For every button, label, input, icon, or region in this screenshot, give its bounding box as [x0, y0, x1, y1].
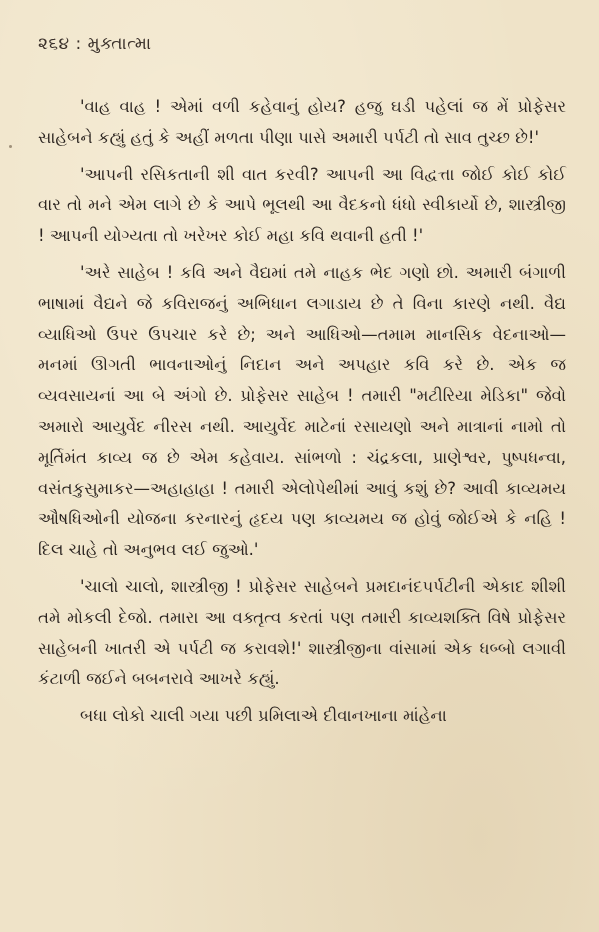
paragraph: 'અરે સાહેબ ! કવિ અને વૈદ્યમાં તમે નાહક ભેદ ગણો છો. અમારી બંગાળી ભાષામાં વૈદ્યને જે કવિરાજનું અભિધાન લગાડાય છે તે વિના કારણે નથી. વૈદ્ય વ્યાધિઓ ઉપર ઉપચાર કરે છે; અને આધિઓ—તમામ માનસિક વેદનાઓ—મનમાં ઊગતી ભાવનાઓનું નિદાન અને અપહાર કવિ કરે છે. એક જ વ્યવસાયનાં આ બે અંગો છે. પ્રોફેસર સાહેબ ! તમારી "મટીરિયા મેડિકા" જેવો અમારો આયુર્વેદ નીરસ નથી. આયુર્વેદ માટેનાં રસાયણો અને માત્રાનાં નામો તો મૂર્તિમંત કાવ્ય જ છે એમ કહેવાય. સાંભળો : ચંદ્રકલા, પ્રાણેશ્વર, પુષ્પધન્વા, વસંતકુસુમાકર—અહાહાહા ! તમારી એલોપેથીમાં આવું કશું છે? આવી કાવ્યમય ઔષધિઓની યોજના કરનારનું હૃદય પણ કાવ્યમય જ હોવું જોઈએ કે નહિ ! દિલ ચાહે તો અનુભવ લઈ જુઓ.'	[38, 262, 566, 560]
head-underline-ornament	[38, 60, 188, 66]
paragraph: 'આપની રસિકતાની શી વાત કરવી? આપની આ વિદ્વત્તા જોઈ કોઈ કોઈ વાર તો મને એમ લાગે છે કે આપે ભૂલથી આ વૈદકનો ધંધો સ્વીકાર્યો છે, શાસ્ત્રીજી ! આપની યોગ્યતા તો ખરેખર કોઈ મહા કવિ થવાની હતી !'	[38, 164, 566, 246]
body-text	[38, 92, 566, 738]
paragraph: બધા લોકો ચાલી ગયા પછી પ્રમિલાએ દીવાનખાના માંહેના	[80, 706, 447, 726]
paragraph: 'ચાલો ચાલો, શાસ્ત્રીજી ! પ્રોફેસર સાહેબને પ્રમદાનંદપર્પટીની એકાદ શીશી તમે મોકલી દેજો. તમારા આ વક્તૃત્વ કરતાં પણ તમારી કાવ્યશક્તિ વિષે પ્રોફેસર સાહેબની ખાતરી એ પર્પટી જ કરાવશે!' શાસ્ત્રીજીના વાંસામાં એક ધબ્બો લગાવી કંટાળી જઈને બબનરાવે આખરે કહ્યું.	[38, 576, 566, 689]
running-head: ૨૬૪ : મુક્તાત્મા	[38, 34, 152, 54]
page-speck	[9, 145, 12, 148]
paragraph: 'વાહ વાહ ! એમાં વળી કહેવાનું હોય? હજુ ઘડી પહેલાં જ મેં પ્રોફેસર સાહેબને કહ્યું હતું કે અહીં મળતા પીણા પાસે અમારી પર્પટી તો સાવ તુચ્છ છે!'	[38, 97, 566, 147]
